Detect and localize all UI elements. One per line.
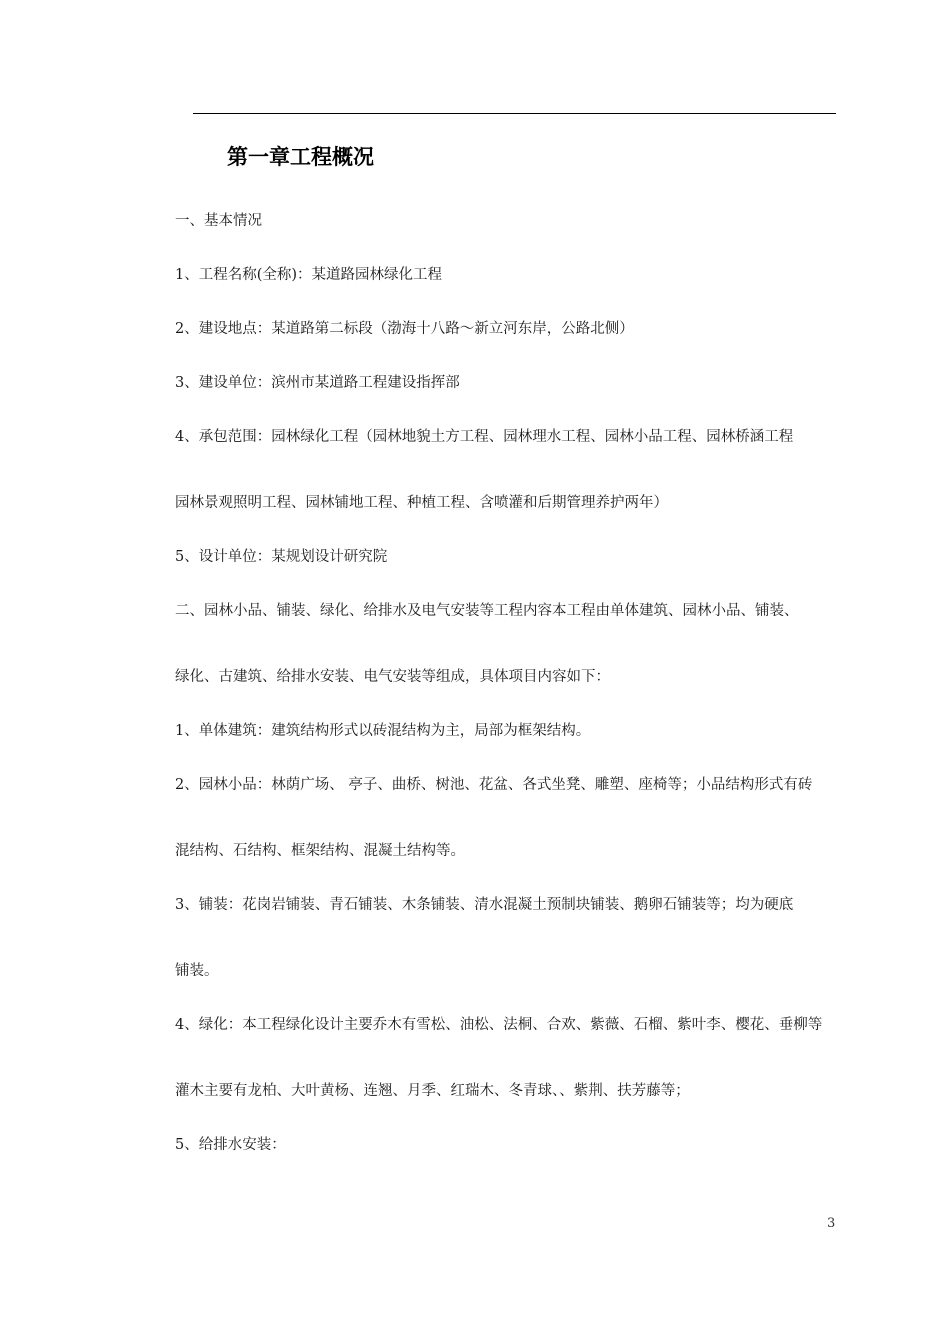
- item-project-name: 1、工程名称(全称)：某道路园林绿化工程: [175, 267, 443, 283]
- item-design-unit: 5、设计单位：某规划设计研究院: [175, 549, 388, 565]
- item-paving-cont: 铺装。: [175, 963, 219, 979]
- item-construction-site: 2、建设地点：某道路第二标段（渤海十八路～新立河东岸，公路北侧）: [175, 321, 634, 337]
- item-greening: 4、绿化：本工程绿化设计主要乔木有雪松、油松、法桐、合欢、紫薇、石榴、紫叶李、樱花、垂柳等: [175, 1017, 823, 1033]
- page-number: 3: [827, 1216, 836, 1231]
- item-water-supply: 5、给排水安装：: [175, 1137, 286, 1153]
- section-heading-content: 二、园林小品、铺装、绿化、给排水及电气安装等工程内容本工程由单体建筑、园林小品、铺装、: [175, 603, 799, 619]
- item-single-building: 1、单体建筑：建筑结构形式以砖混结构为主，局部为框架结构。: [175, 723, 591, 739]
- item-construction-unit: 3、建设单位：滨州市某道路工程建设指挥部: [175, 375, 460, 391]
- item-greening-cont: 灌木主要有龙柏、大叶黄杨、连翘、月季、红瑞木、冬青球、、紫荆、扶芳藤等；: [175, 1083, 690, 1099]
- chapter-title: 第一章工程概况: [227, 145, 374, 169]
- item-contract-scope-cont: 园林景观照明工程、园林铺地工程、种植工程、含喷灌和后期管理养护两年）: [175, 495, 668, 511]
- item-paving: 3、铺装：花岗岩铺装、青石铺装、木条铺装、清水混凝土预制块铺装、鹅卵石铺装等；均为硬底: [175, 897, 794, 913]
- item-garden-features-cont: 混结构、石结构、框架结构、混凝土结构等。: [175, 843, 465, 859]
- section-heading-basic: 一、基本情况: [175, 213, 262, 229]
- item-contract-scope: 4、承包范围：园林绿化工程（园林地貌土方工程、园林理水工程、园林小品工程、园林桥涵工程: [175, 429, 794, 445]
- header-rule: [193, 113, 836, 114]
- section-heading-content-cont: 绿化、古建筑、给排水安装、电气安装等组成，具体项目内容如下：: [175, 669, 610, 685]
- item-garden-features: 2、园林小品：林荫广场、 亭子、曲桥、树池、花盆、各式坐凳、雕塑、座椅等；小品结构形式有砖: [175, 777, 813, 793]
